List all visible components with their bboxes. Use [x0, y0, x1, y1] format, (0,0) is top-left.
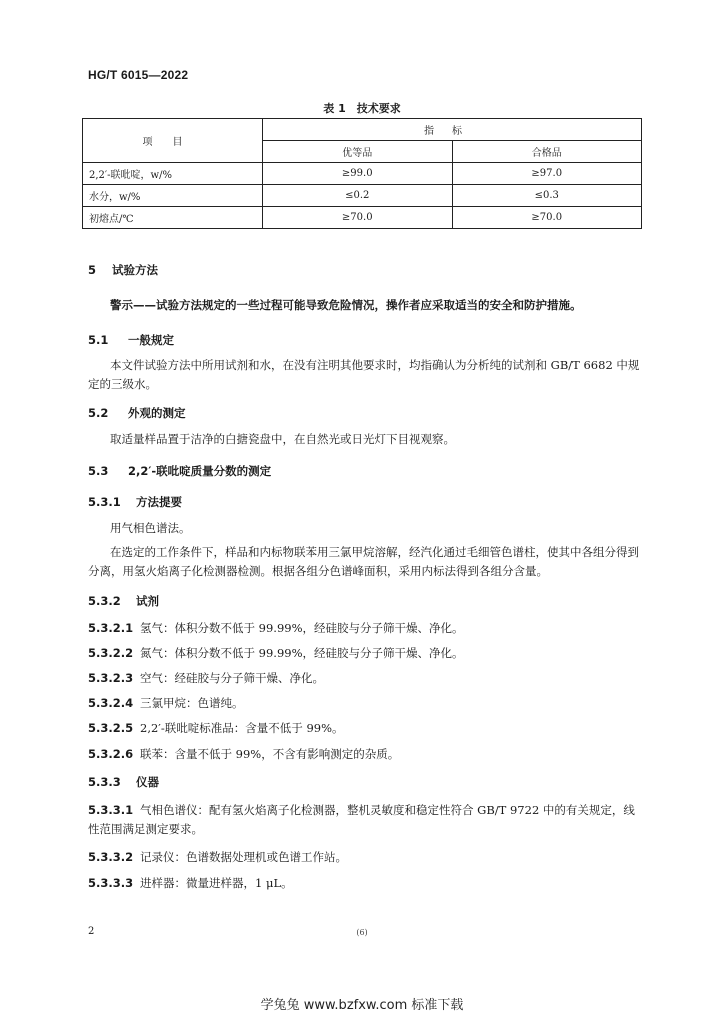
item-text: 记录仪：色谱数据处理机或色谱工作站。: [140, 850, 347, 864]
instrument-item: [88, 801, 640, 839]
section-number: 5.3.2: [88, 594, 121, 608]
section-number: 5.2: [88, 406, 109, 420]
item-number: 5.3.2.5: [88, 721, 134, 735]
row-name: 初熔点/℃: [83, 207, 263, 229]
reagent-item: [88, 719, 640, 738]
item-number: 5.3.2.2: [88, 646, 134, 660]
technical-requirements-table: [82, 118, 642, 229]
column-header-grade-qualified: 合格品: [452, 141, 642, 163]
item-text: 三氯甲烷：色谱纯。: [140, 696, 244, 710]
section-title: 试验方法: [112, 263, 158, 277]
column-header-indicator: 指标: [263, 119, 642, 141]
item-number: 5.3.2.4: [88, 696, 134, 710]
item-text: 气相色谱仪：配有氢火焰离子化检测器，整机灵敏度和稳定性符合 GB/T 9722 中的有关规定，线性范围满足测定要求。: [88, 803, 635, 836]
row-value-qualified: ≤0.3: [452, 185, 642, 207]
item-number: 5.3.2.6: [88, 747, 134, 761]
paragraph-method-summary-1: 用气相色谱法。: [110, 521, 191, 535]
row-value-premium: ≥99.0: [263, 163, 453, 185]
download-watermark: 学兔兔 www.bzfxw.com 标准下载: [260, 998, 464, 1013]
paragraph-appearance: 取适量样品置于洁净的白搪瓷盘中，在自然光或日光灯下目视观察。: [110, 432, 455, 446]
item-number: 5.3.3.1: [88, 803, 134, 817]
section-heading-5-1: [88, 332, 174, 348]
page-sequence: (6): [356, 928, 368, 937]
paragraph-general-rules: 本文件试验方法中所用试剂和水，在没有注明其他要求时，均指确认为分析纯的试剂和 GB/T 6682 中规定的三级水。: [88, 358, 640, 391]
reagent-item: [88, 644, 640, 663]
table-row: [83, 185, 642, 207]
section-heading-5-3-2: [88, 593, 159, 609]
section-number: 5.1: [88, 333, 109, 347]
section-title: 2,2′-联吡啶质量分数的测定: [128, 464, 272, 478]
section-number: 5.3: [88, 464, 109, 478]
item-text: 氢气：体积分数不低于 99.99%，经硅胶与分子筛干燥、净化。: [140, 621, 464, 635]
item-text: 联苯：含量不低于 99%，不含有影响测定的杂质。: [140, 747, 400, 761]
row-value-qualified: ≥70.0: [452, 207, 642, 229]
reagent-item: [88, 694, 640, 713]
item-number: 5.3.2.1: [88, 621, 134, 635]
section-heading-5-3-1: [88, 494, 182, 510]
instrument-item: [88, 848, 640, 867]
column-header-grade-premium: 优等品: [263, 141, 453, 163]
column-header-item: 项目: [83, 119, 263, 163]
row-name: 水分，w/%: [83, 185, 263, 207]
reagent-item: [88, 745, 640, 764]
table-title: 表 1 技术要求: [323, 102, 401, 115]
page-number: 2: [88, 926, 95, 937]
item-text: 空气：经硅胶与分子筛干燥、净化。: [140, 671, 324, 685]
standard-number: HG/T 6015—2022: [88, 68, 189, 82]
item-text: 2,2′-联吡啶标准品：含量不低于 99%。: [140, 721, 344, 735]
item-text: 进样器：微量进样器，1 μL。: [140, 876, 293, 890]
section-heading-5: [88, 262, 158, 278]
table-row: [83, 163, 642, 185]
reagent-item: [88, 619, 640, 638]
section-heading-5-2: [88, 405, 186, 421]
section-number: 5.3.3: [88, 775, 121, 789]
safety-warning: 警示——试验方法规定的一些过程可能导致危险情况，操作者应采取适当的安全和防护措施。: [110, 298, 582, 312]
item-number: 5.3.3.3: [88, 876, 134, 890]
section-title: 试剂: [136, 594, 159, 608]
reagent-item: [88, 669, 640, 688]
table-row: [83, 207, 642, 229]
section-title: 外观的测定: [128, 406, 186, 420]
section-heading-5-3-3: [88, 774, 159, 790]
section-title: 一般规定: [128, 333, 174, 347]
table-header-row: [83, 119, 642, 141]
row-value-premium: ≥70.0: [263, 207, 453, 229]
item-text: 氮气：体积分数不低于 99.99%，经硅胶与分子筛干燥、净化。: [140, 646, 464, 660]
section-title: 方法提要: [136, 495, 182, 509]
item-number: 5.3.2.3: [88, 671, 134, 685]
section-number: 5: [88, 263, 97, 277]
instrument-item: [88, 874, 640, 893]
row-name: 2,2′-联吡啶，w/%: [83, 163, 263, 185]
row-value-qualified: ≥97.0: [452, 163, 642, 185]
section-heading-5-3: [88, 463, 271, 479]
item-number: 5.3.3.2: [88, 850, 134, 864]
section-number: 5.3.1: [88, 495, 121, 509]
paragraph-method-summary-2: 在选定的工作条件下，样品和内标物联苯用三氯甲烷溶解，经汽化通过毛细管色谱柱，使其中各组分得到分离，用氢火焰离子化检测器检测。根据各组分色谱峰面积，采用内标法得到各组分含量。: [88, 545, 639, 578]
row-value-premium: ≤0.2: [263, 185, 453, 207]
section-title: 仪器: [136, 775, 159, 789]
